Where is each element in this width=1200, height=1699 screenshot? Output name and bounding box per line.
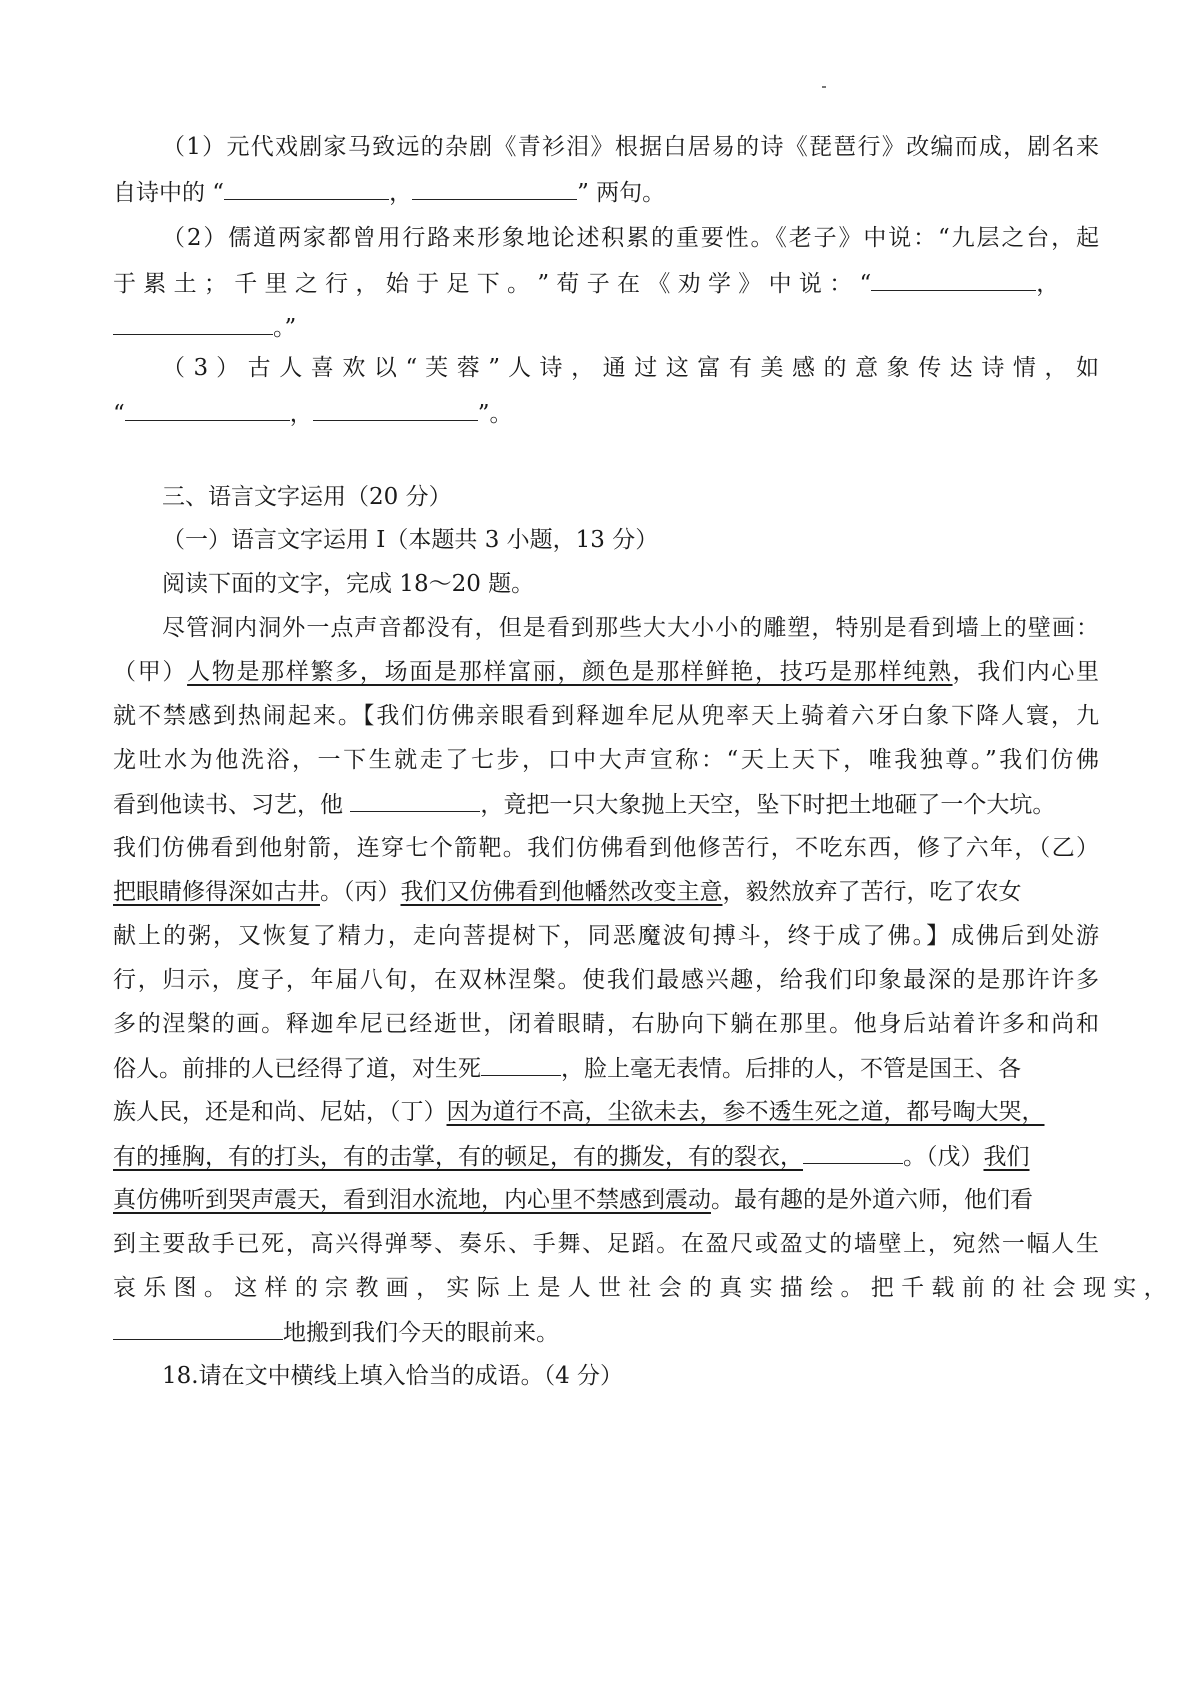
passage-mark-jia: （甲） bbox=[113, 659, 188, 685]
passage-mark-wu: 。（戊） bbox=[903, 1144, 984, 1170]
passage-line-3: 就不禁感到热闹起来。【我们仿佛亲眼看到释迦牟尼从兜率天上骑着六牙白象下降人寰，九 bbox=[113, 703, 1099, 729]
q3-blank-2[interactable] bbox=[313, 398, 478, 421]
passage-blank-2[interactable] bbox=[481, 1053, 561, 1076]
underlined-sentence-wu-cont: 真仿佛听到哭声震天，看到泪水流地，内心里不禁感到震动 bbox=[113, 1187, 711, 1213]
passage-line-11 bbox=[113, 1053, 1099, 1084]
instruction: 阅读下面的文字，完成 18～20 题。 bbox=[162, 571, 535, 597]
passage-text: ，脸上毫无表情。后排的人，不管是国王、各 bbox=[561, 1056, 1021, 1082]
passage-blank-1[interactable] bbox=[350, 789, 480, 812]
passage-line-1: 尽管洞内洞外一点声音都没有，但是看到那些大大小小的雕塑，特别是看到墙上的壁画： bbox=[162, 615, 1099, 641]
passage-text: 地搬到我们今天的眼前来。 bbox=[283, 1320, 559, 1346]
passage-line-9: 行，归示，度子，年届八旬，在双林涅槃。使我们最感兴趣，给我们印象最深的是那许许多 bbox=[113, 967, 1099, 993]
passage-text: 看到他读书、习艺，他 bbox=[113, 792, 351, 818]
q2-prefix: 于 累 土 ； 千 里 之 行 ， 始 于 足 下 。 ” 荀 子 在 《 劝 学 》 中 说 ： “ bbox=[113, 271, 872, 297]
underlined-sentence-yi: 把眼睛修得深如古井 bbox=[113, 879, 320, 905]
q2-comma: ， bbox=[1036, 271, 1060, 297]
q1-comma: ， bbox=[389, 180, 413, 206]
q2-line-3 bbox=[113, 312, 1099, 343]
passage-line-8: 献上的粥，又恢复了精力，走向菩提树下，同恶魔波旬搏斗，终于成了佛。】成佛后到处游 bbox=[113, 923, 1099, 949]
q2-blank-2[interactable] bbox=[113, 312, 273, 335]
underlined-sentence-ding: 因为道行不高，尘欲未去，参不透生死之道，都号啕大哭， bbox=[446, 1099, 1045, 1125]
underlined-sentence-jia: 人物是那样繁多，场面是那样富丽，颜色是那样鲜艳，技巧是那样纯熟 bbox=[187, 659, 953, 685]
q3-prefix: “ bbox=[113, 401, 125, 427]
q1-line-2 bbox=[113, 177, 1099, 208]
passage-line-13 bbox=[113, 1141, 1099, 1172]
passage-text: ，我们内心里 bbox=[952, 659, 1100, 685]
section-title: 三、语言文字运用（20 分） bbox=[162, 484, 452, 510]
passage-line-16: 哀 乐 图 。 这 样 的 宗 教 画 ， 实 际 上 是 人 世 社 会 的 真 实 描 绘 。 把 千 载 前 的 社 会 现 实 ， bbox=[113, 1275, 1167, 1301]
passage-line-2 bbox=[113, 657, 1099, 687]
passage-mark-ding: 族人民，还是和尚、尼姑，（丁） bbox=[113, 1099, 447, 1125]
passage-text: 俗人。前排的人已经得了道，对生死 bbox=[113, 1056, 481, 1082]
q3-comma: ， bbox=[289, 401, 313, 427]
q3-blank-1[interactable] bbox=[125, 398, 290, 421]
passage-line-17 bbox=[113, 1317, 1099, 1348]
question-18: 18.请在文中横线上填入恰当的成语。（4 分） bbox=[162, 1363, 624, 1389]
q2-suffix: 。” bbox=[273, 315, 297, 341]
underlined-sentence-ding-cont: 有的捶胸，有的打头，有的击掌，有的顿足，有的撕发，有的裂衣， bbox=[113, 1144, 803, 1170]
scan-mark bbox=[822, 86, 826, 88]
passage-text: 。最有趣的是外道六师，他们看 bbox=[711, 1187, 1033, 1213]
passage-line-6: 我们仿佛看到他射箭，连穿七个箭靶。我们仿佛看到他修苦行，不吃东西，修了六年，（乙） bbox=[113, 835, 1099, 861]
passage-mark-bing: 。（丙） bbox=[320, 879, 401, 905]
q1-prefix: 自诗中的 “ bbox=[113, 180, 225, 206]
passage-line-4: 龙吐水为他洗浴，一下生就走了七步，口中大声宣称：“天上天下，唯我独尊。”我们仿佛 bbox=[113, 747, 1099, 773]
passage-blank-4[interactable] bbox=[113, 1317, 283, 1340]
passage-line-14 bbox=[113, 1185, 1099, 1215]
q2-line-2 bbox=[113, 268, 1099, 299]
underlined-sentence-wu: 我们 bbox=[983, 1144, 1030, 1170]
q1-blank-1[interactable] bbox=[224, 177, 389, 200]
passage-line-7 bbox=[113, 877, 1099, 907]
underlined-sentence-bing: 我们又仿佛看到他幡然改变主意 bbox=[400, 879, 723, 905]
section-subtitle: （一）语言文字运用 I（本题共 3 小题，13 分） bbox=[162, 527, 659, 553]
passage-line-10: 多的涅槃的画。释迦牟尼已经逝世，闭着眼睛，右胁向下躺在那里。他身后站着许多和尚和 bbox=[113, 1011, 1099, 1037]
passage-blank-3[interactable] bbox=[803, 1141, 903, 1164]
q3-line-1: （ 3 ） 古 人 喜 欢 以 “ 芙 蓉 ” 人 诗 ， 通 过 这 富 有 美 感 的 意 象 传 达 诗 情 ， 如 bbox=[162, 355, 1099, 381]
passage-line-5 bbox=[113, 789, 1099, 820]
q3-line-2 bbox=[113, 398, 1099, 429]
q3-suffix: ”。 bbox=[477, 401, 513, 427]
q2-line-1: （2）儒道两家都曾用行路来形象地论述积累的重要性。《老子》中说：“九层之台，起 bbox=[162, 225, 1099, 251]
passage-line-15: 到主要敌手已死，高兴得弹琴、奏乐、手舞、足蹈。在盈尺或盈丈的墙壁上，宛然一幅人生 bbox=[113, 1231, 1099, 1257]
q1-blank-2[interactable] bbox=[412, 177, 577, 200]
q1-suffix: ” 两句。 bbox=[577, 180, 666, 206]
passage-text: ，毅然放弃了苦行，吃了农女 bbox=[722, 879, 1022, 905]
q2-blank-1[interactable] bbox=[871, 268, 1036, 291]
passage-line-12 bbox=[113, 1097, 1099, 1127]
q1-line-1: （1）元代戏剧家马致远的杂剧《青衫泪》根据白居易的诗《琵琶行》改编而成，剧名来 bbox=[162, 134, 1099, 160]
passage-text: ，竟把一只大象抛上天空，坠下时把土地砸了一个大坑。 bbox=[480, 792, 1056, 818]
